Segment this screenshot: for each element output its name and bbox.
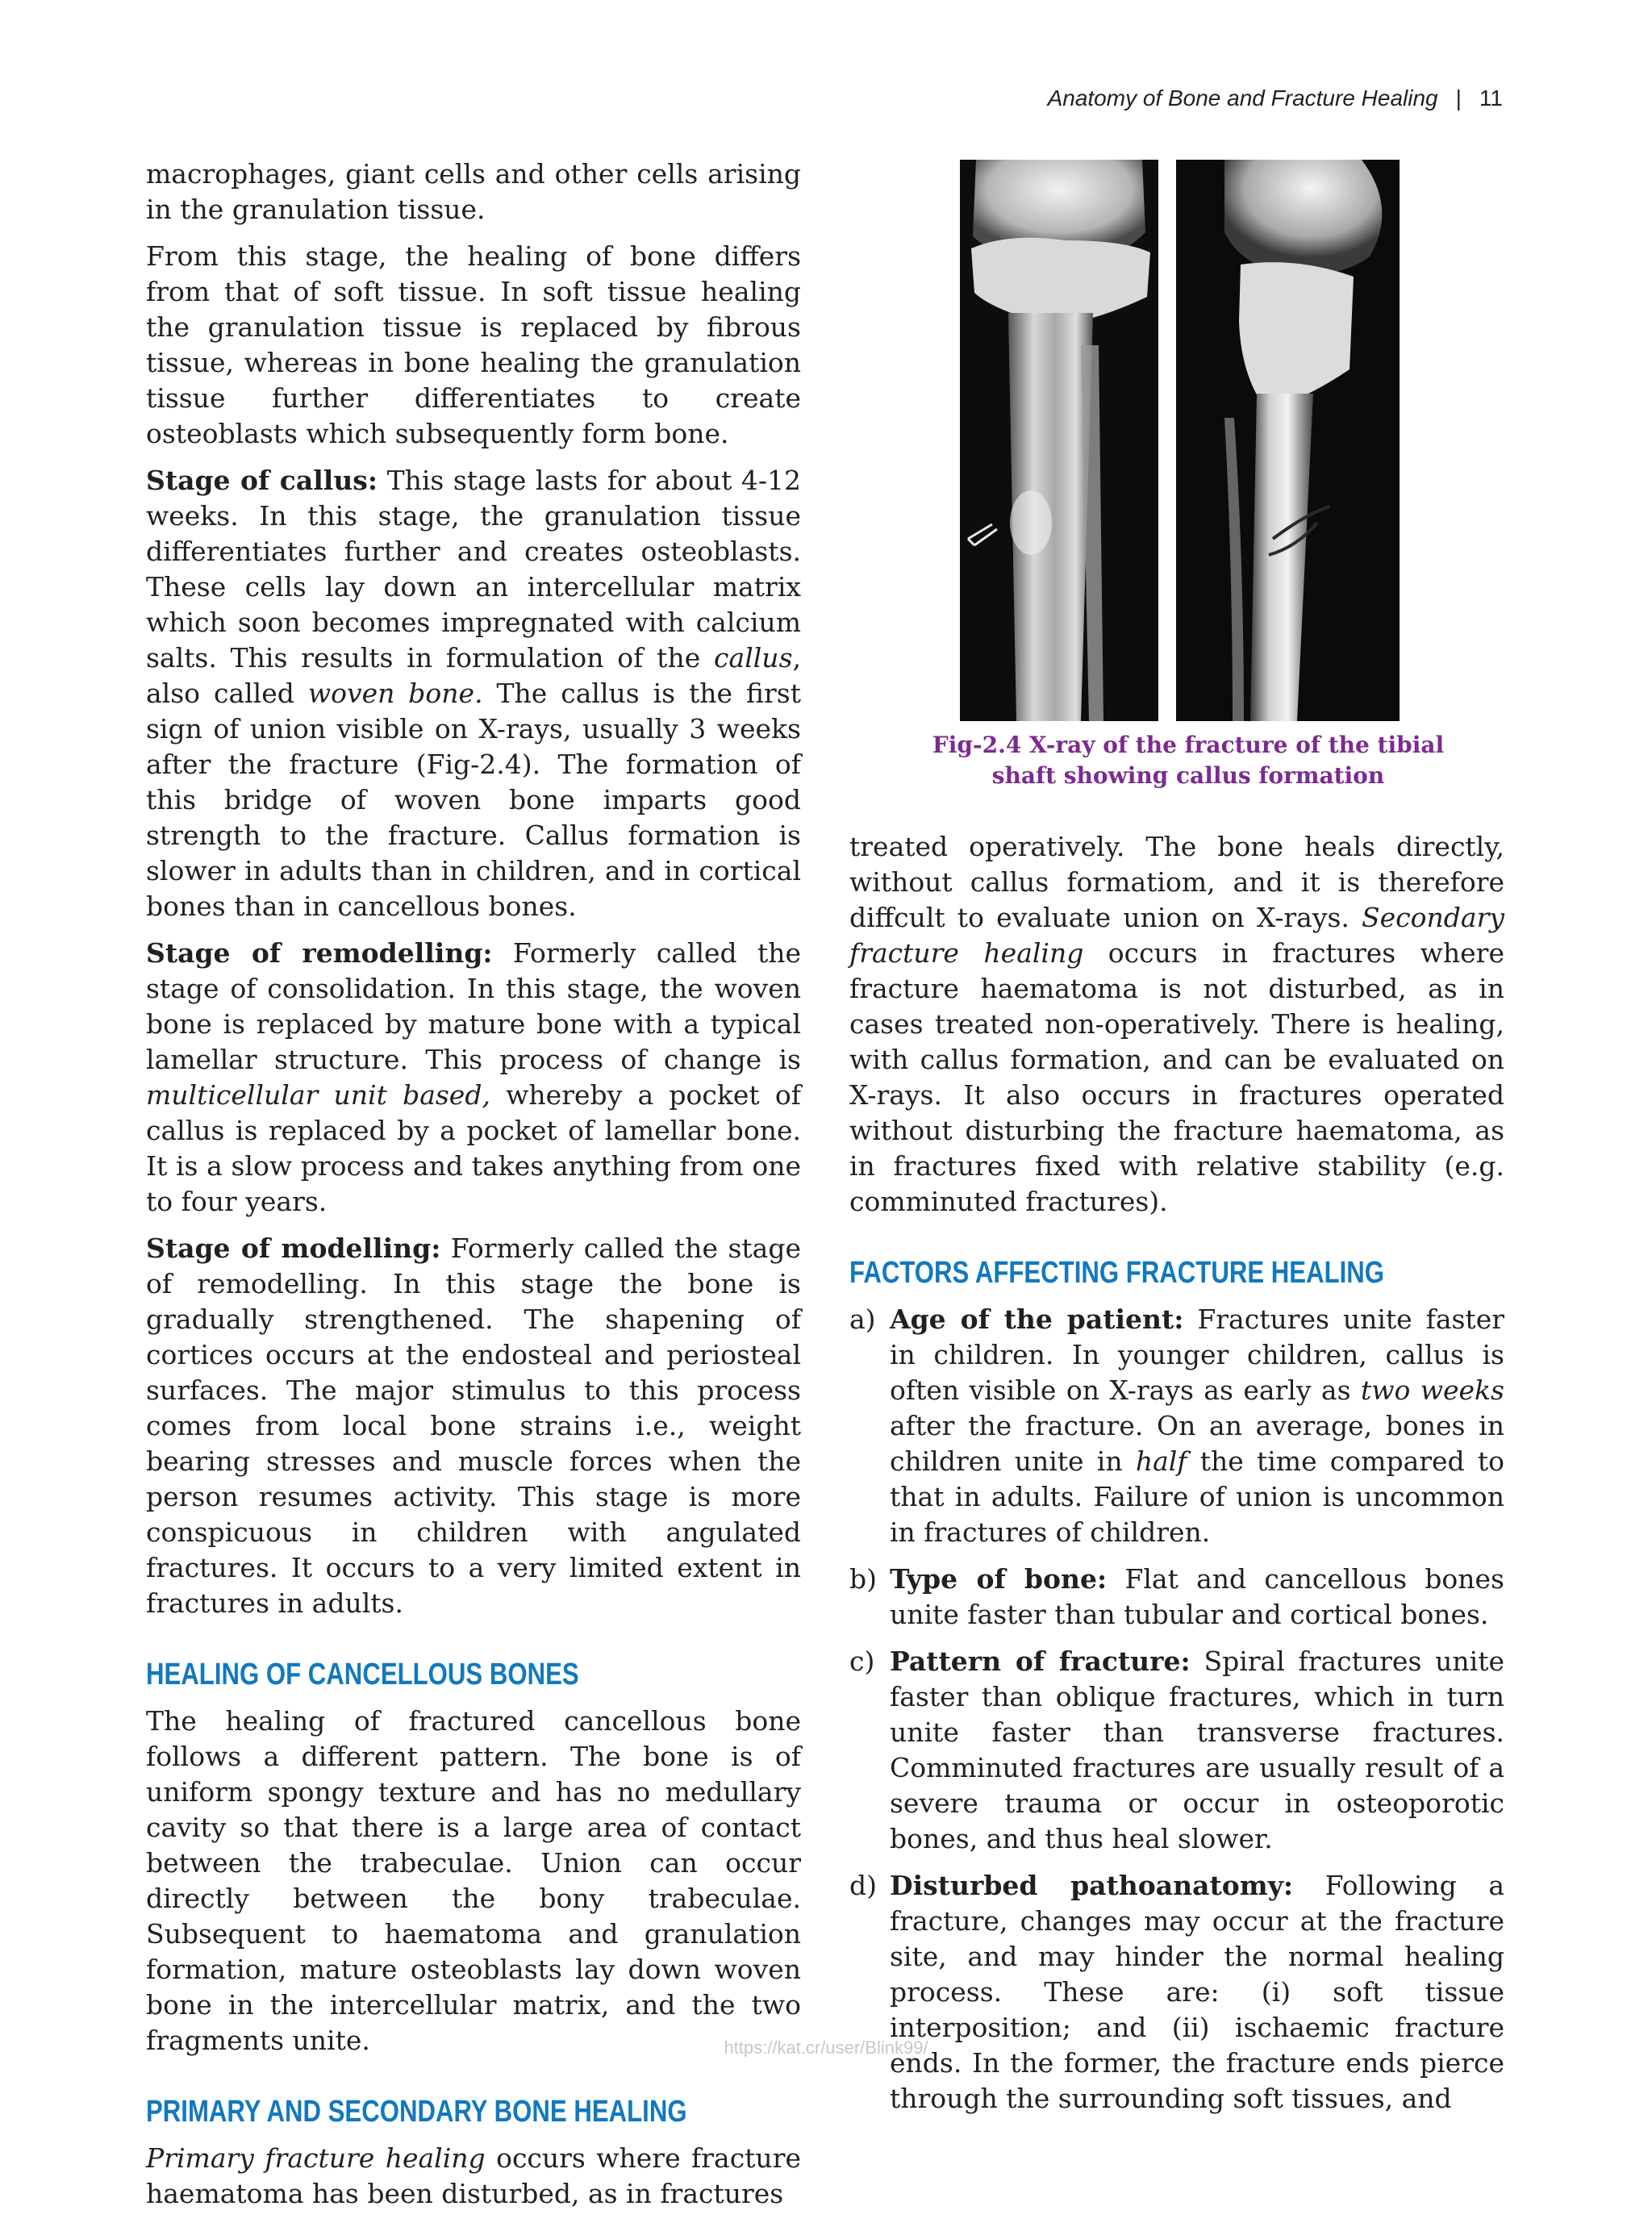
callus-term: callus <box>714 642 793 674</box>
woven-bone-term: woven bone. <box>307 678 483 709</box>
list-marker: c) <box>849 1645 875 1677</box>
factor-heading: Type of bone: <box>890 1563 1108 1595</box>
factor-heading: Disturbed pathoanatomy: <box>890 1870 1294 1901</box>
half-term: half <box>1135 1445 1187 1477</box>
paragraph-bone-vs-soft-tissue: From this stage, the healing of bone differs from that of soft tissue. In soft tissue healing the granulation tissue is replaced by fibrous tissue, whereas in bone healing the granulation tissue further differentiates to create osteoblasts which subsequently form bone. <box>146 240 801 449</box>
xray-image-ap-view <box>960 160 1158 721</box>
header-separator: | <box>1455 86 1462 111</box>
list-marker: d) <box>849 1870 877 1901</box>
multicellular-term: multicellular unit based, <box>146 1079 490 1111</box>
paragraph-stage-of-remodelling <box>146 936 801 1220</box>
page-number: 11 <box>1479 86 1503 111</box>
xray-image-lateral-view <box>1176 160 1400 721</box>
list-marker: b) <box>849 1563 877 1595</box>
factor-item-bone-type <box>849 1562 1504 1633</box>
paragraph-stage-of-modelling <box>146 1231 801 1621</box>
paragraph-primary-healing <box>146 2141 801 2212</box>
factor-text: Fractures unite faster in children. In younger children, callus is often visible on X-rays as early as <box>890 1303 1504 1406</box>
paragraph-granulation: macrophages, giant cells and other cells arising in the granulation tissue. <box>146 158 801 225</box>
factor-text: the time compared to that in adults. Failure of union is uncommon in fractures of children. <box>890 1445 1505 1548</box>
stage-callus-text: The callus is the first sign of union visible on X-rays, usually 3 weeks after the fracture (Fig-2.4). The formation of this bridge of woven bone imparts good strength to the fracture. Callus formation is slower in adults than in children, and in cortical bones than in cancellous bones. <box>146 678 802 922</box>
stage-remodelling-text: whereby a pocket of callus is replaced by a pocket of lamellar bone. It is a slow process and takes anything from one to four years. <box>146 1079 801 1217</box>
factor-item-fracture-pattern <box>849 1644 1504 1857</box>
stage-callus-heading: Stage of callus: <box>146 465 378 496</box>
section-heading-primary-secondary: PRIMARY AND SECONDARY BONE HEALING <box>146 2095 687 2129</box>
paragraph-primary-secondary-continued <box>849 829 1504 1220</box>
factor-item-pathoanatomy <box>849 1868 1504 2117</box>
section-heading-cancellous: HEALING OF CANCELLOUS BONES <box>146 1658 579 1691</box>
continued-text: treated operatively. The bone heals directly, without callus formatiom, and it is therefore diffcult to evaluate union on X-rays. <box>849 831 1504 933</box>
caption-line-2: shaft showing callus formation <box>991 762 1385 789</box>
stage-modelling-text: Formerly called the stage of remodelling. In this stage the bone is gradually strengthened. The shapening of cortices occurs at the endosteal and periosteal surfaces. The major stimulus to this process comes from local bone strains i.e., weight bearing stresses and muscle forces when the person resumes activity. This stage is more conspicuous in children with angulated fractures. It occurs to a very limited extent in fractures in adults. <box>146 1232 801 1619</box>
watermark-url: https://kat.cr/user/Blink99/ <box>724 2037 928 2058</box>
primary-healing-term: Primary fracture healing <box>146 2142 486 2174</box>
paragraph-cancellous: The healing of fractured cancellous bone follows a different pattern. The bone is of uniform spongy texture and has no medullary cavity so that there is a large area of contact between the trabeculae. Union can occur directly between the bony trabeculae. Subsequent to haematoma and granulation formation, mature osteoblasts lay down woven bone in the intercellular matrix, and the two fragments unite. <box>146 1705 801 2056</box>
figure-xray <box>960 160 1400 724</box>
stage-modelling-heading: Stage of modelling: <box>146 1232 441 1264</box>
factor-text: Flat and cancellous bones unite faster than tubular and cortical bones. <box>890 1563 1504 1630</box>
list-marker: a) <box>849 1303 876 1335</box>
continued-text: occurs in fractures where fracture haematoma is not disturbed, as in cases treated non-operatively. There is healing, with callus formation, and can be evaluated on X-rays. It also occurs in fractures operated without disturbing the fracture haematoma, as in fractures fixed with relative stability (e.g. comminuted fractures). <box>849 937 1504 1217</box>
figure-caption <box>890 730 1487 791</box>
caption-line-1: Fig-2.4 X-ray of the fracture of the tibial <box>932 732 1445 758</box>
factor-heading: Age of the patient: <box>890 1303 1184 1335</box>
running-head <box>1048 86 1503 111</box>
stage-callus-text: , also called <box>146 642 801 709</box>
factor-text: Following a fracture, changes may occur at the fracture site, and may hinder the normal healing process. These are: (i) soft tissue interposition; and (ii) ischaemic fracture ends. In the former, the fracture ends pierce through the surrounding soft tissues, and <box>890 1870 1504 2114</box>
right-column <box>849 829 1504 2128</box>
chapter-title: Anatomy of Bone and Fracture Healing <box>1047 86 1438 111</box>
left-column <box>146 156 801 2223</box>
two-weeks-term: two weeks <box>1360 1374 1504 1406</box>
primary-healing-text: occurs where fracture haematoma has been disturbed, as in fractures <box>146 2142 801 2209</box>
paragraph-stage-of-callus <box>146 463 801 924</box>
factor-text: Spiral fractures unite faster than oblique fractures, which in turn unite faster than transverse fractures. Comminuted fractures are usually result of a severe trauma or occur in osteoporotic bones, and thus heal slower. <box>890 1645 1504 1854</box>
factor-item-age <box>849 1302 1504 1550</box>
stage-remodelling-heading: Stage of remodelling: <box>146 937 493 969</box>
factors-list <box>849 1302 1504 2117</box>
factor-text: after the fracture. On an average, bones in children unite in <box>890 1410 1504 1477</box>
stage-callus-text: This stage lasts for about 4-12 weeks. In this stage, the granulation tissue differentiates further and creates osteoblasts. These cells lay down an intercellular matrix which soon becomes impregnated with calcium salts. This results in formulation of the <box>146 465 801 674</box>
factor-heading: Pattern of fracture: <box>890 1645 1191 1677</box>
section-heading-factors: FACTORS AFFECTING FRACTURE HEALING <box>849 1256 1385 1290</box>
stage-remodelling-text: Formerly called the stage of consolidation. In this stage, the woven bone is replaced by mature bone with a typical lamellar structure. This process of change is <box>146 937 802 1075</box>
secondary-healing-term: Secondary fracture healing <box>849 902 1504 969</box>
